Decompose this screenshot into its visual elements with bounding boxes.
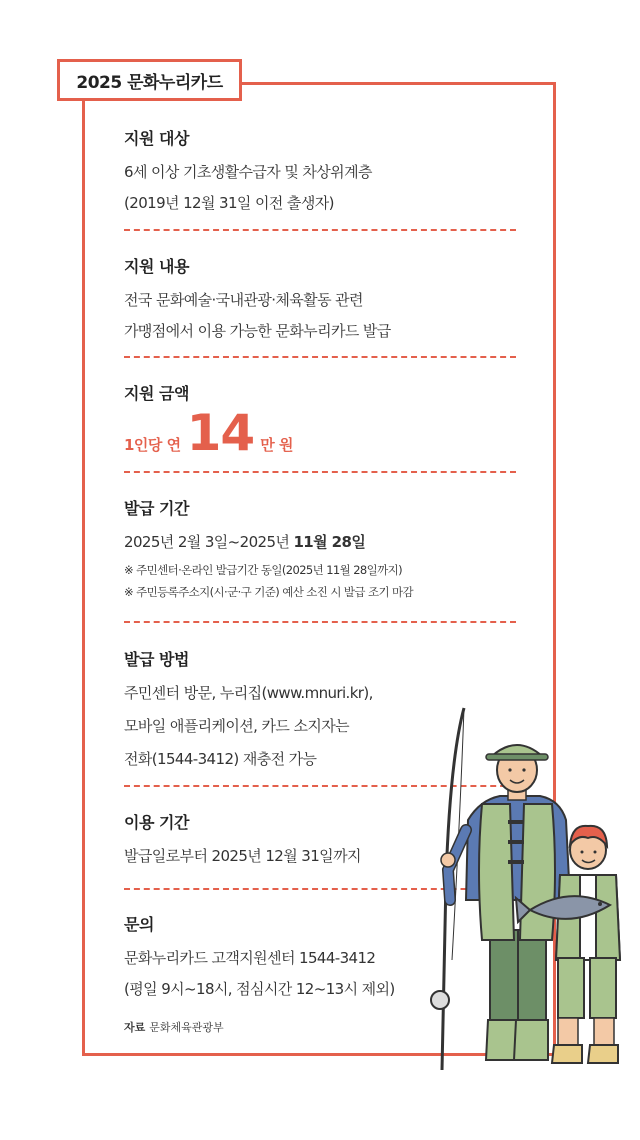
inquiry-line-2: (평일 9시~18시, 점심시간 12~13시 제외)	[124, 980, 395, 998]
content-line-2: 가맹점에서 이용 가능한 문화누리카드 발급	[124, 322, 391, 340]
divider	[124, 471, 516, 473]
method-line-3: 전화(1544-3412) 재충전 가능	[124, 750, 317, 768]
target-line-1: 6세 이상 기초생활수급자 및 차상위계층	[124, 163, 372, 181]
section-title: 지원 금액	[124, 384, 189, 403]
source-value: 문화체육관광부	[149, 1021, 224, 1034]
section-title: 발급 방법	[124, 650, 189, 669]
period-line	[124, 531, 544, 552]
section-content	[124, 254, 544, 341]
divider	[124, 621, 516, 623]
section-title: 지원 내용	[124, 257, 189, 276]
inquiry-line-1: 문화누리카드 고객지원센터 1544-3412	[124, 949, 376, 967]
section-title: 지원 대상	[124, 129, 189, 148]
source-label: 자료	[124, 1021, 146, 1034]
target-line-2: (2019년 12월 31일 이전 출생자)	[124, 194, 334, 212]
period-note-1: ※ 주민센터·온라인 발급기간 동일(2025년 11월 28일까지)	[124, 563, 403, 577]
section-amount	[124, 381, 544, 462]
section-title: 발급 기간	[124, 499, 189, 518]
usage-line-1: 발급일로부터 2025년 12월 31일까지	[124, 847, 361, 865]
method-line-1: 주민센터 방문, 누리집(www.mnuri.kr),	[124, 684, 373, 702]
source-credit	[124, 1019, 224, 1035]
section-period	[124, 496, 544, 600]
amount-row	[124, 404, 544, 462]
section-target	[124, 126, 544, 213]
section-title: 이용 기간	[124, 813, 189, 832]
page-title: 2025 문화누리카드	[57, 59, 242, 101]
section-title: 문의	[124, 915, 154, 934]
fishing-family-illustration	[420, 700, 640, 1080]
period-note-2: ※ 주민등록주소지(시·군·구 기준) 예산 소진 시 발급 조기 마감	[124, 585, 414, 599]
divider	[124, 229, 516, 231]
amount-prefix: 1인당 연	[124, 436, 181, 454]
amount-value: 14	[186, 404, 255, 462]
content-line-1: 전국 문화예술·국내관광·체육활동 관련	[124, 291, 363, 309]
amount-suffix: 만 원	[260, 436, 293, 454]
period-end-date: 11월 28일	[293, 533, 366, 551]
reel-icon	[431, 991, 449, 1009]
divider	[124, 356, 516, 358]
period-line-prefix: 2025년 2월 3일~2025년	[124, 533, 294, 551]
method-line-2: 모바일 애플리케이션, 카드 소지자는	[124, 717, 350, 735]
